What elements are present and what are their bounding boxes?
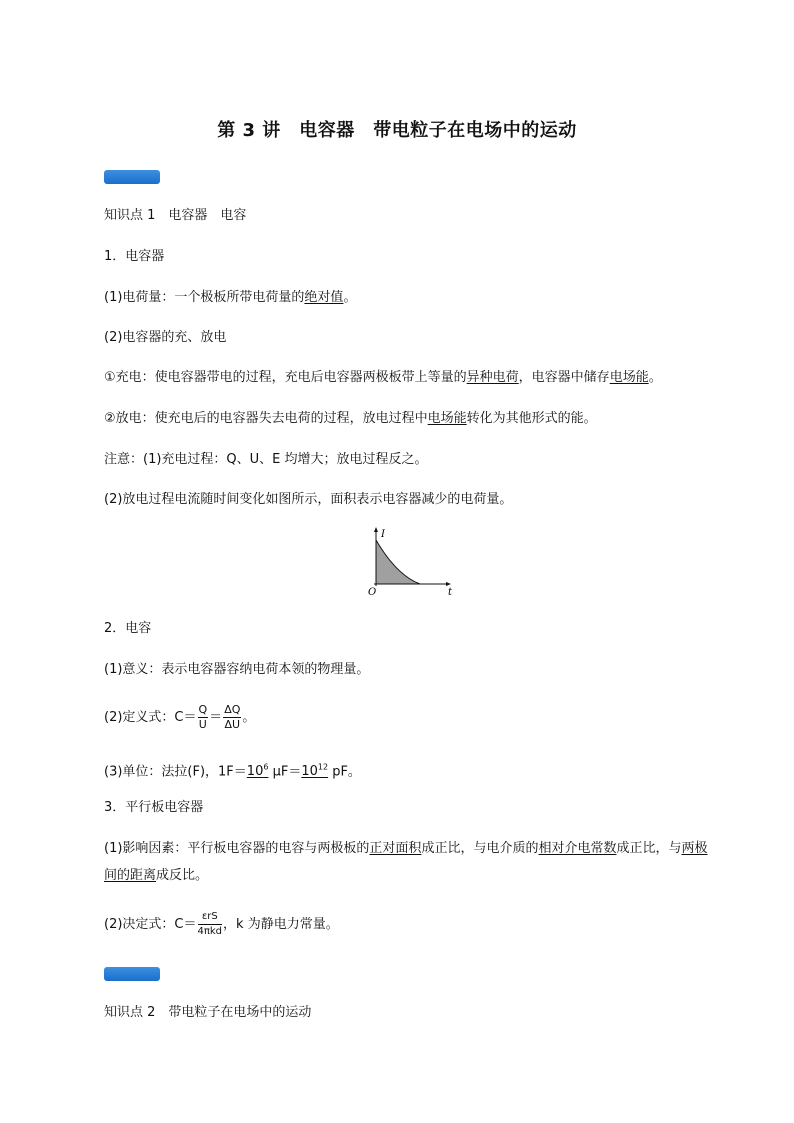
text: 成反比。	[156, 868, 209, 883]
text: μF＝	[268, 764, 302, 780]
underlined-term: 两极间的距离	[104, 841, 708, 883]
paragraph	[104, 288, 356, 308]
text: 。	[343, 290, 357, 305]
text: (3)单位：法拉(F)，1F＝	[104, 764, 247, 780]
underlined-term	[301, 764, 328, 779]
text: pF。	[328, 764, 361, 780]
text: 。	[242, 710, 256, 725]
fraction	[198, 704, 209, 731]
subsection-heading: 2．电容	[104, 621, 152, 636]
section-marker-bar	[104, 170, 160, 184]
paragraph: (1)意义：表示电容器容纳电荷本领的物理量。	[104, 662, 370, 677]
text: 成正比，与	[616, 841, 682, 856]
text: ，电容器中储存	[518, 370, 610, 385]
text: (1)电荷量：一个极板所带电荷量的	[104, 290, 305, 305]
y-axis-arrow	[374, 527, 378, 532]
formula-paragraph	[104, 908, 339, 942]
paragraph	[104, 368, 662, 388]
superscript: 12	[317, 763, 329, 772]
text: 10	[246, 764, 264, 780]
fraction	[198, 911, 223, 938]
subsection-heading: 1．电容器	[104, 249, 165, 264]
discharge-current-graph	[364, 526, 458, 598]
origin-label: O	[368, 587, 377, 598]
y-axis-label: I	[381, 529, 385, 540]
shaded-area	[376, 533, 420, 584]
section-heading: 知识点 2 带电粒子在电场中的运动	[104, 1005, 312, 1020]
underlined-term: 电场能	[427, 411, 467, 426]
underlined-term: 相对介电常数	[538, 841, 617, 856]
text: ②放电：使充电后的电容器失去电荷的过程，放电过程中	[104, 411, 428, 426]
denominator: ΔU	[224, 718, 241, 731]
paragraph: (2)放电过程电流随时间变化如图所示，面积表示电容器减少的电荷量。	[104, 492, 513, 507]
section-marker-bar	[104, 967, 160, 981]
numerator: ΔQ	[224, 703, 241, 716]
text: (1)影响因素：平行板电容器的电容与两极板的	[104, 841, 370, 856]
page-title: 第 3 讲 电容器 带电粒子在电场中的运动	[217, 120, 577, 141]
text: 成正比，与电介质的	[421, 841, 539, 856]
x-axis-label: t	[448, 587, 453, 598]
numerator: εrS	[198, 911, 223, 925]
text: (2)定义式：C＝	[104, 710, 197, 725]
paragraph: 注意：(1)充电过程：Q、U、E 均增大；放电过程反之。	[104, 452, 428, 467]
text: 。	[648, 370, 662, 385]
text: ，k 为静电力常量。	[223, 917, 339, 932]
denominator: U	[198, 718, 207, 731]
paragraph	[104, 835, 716, 889]
text: ①充电：使电容器带电的过程，充电后电容器两极板带上等量的	[104, 370, 467, 385]
text: ＝	[209, 710, 223, 725]
x-axis-arrow	[446, 582, 451, 586]
numerator: Q	[198, 703, 208, 716]
section-heading: 知识点 1 电容器 电容	[104, 208, 247, 223]
text: (2)决定式：C＝	[104, 917, 197, 932]
underlined-term: 电场能	[609, 370, 649, 385]
underlined-term	[247, 764, 269, 779]
fraction	[223, 704, 241, 731]
paragraph	[104, 758, 361, 782]
underlined-term: 绝对值	[304, 290, 344, 305]
superscript: 6	[263, 763, 269, 772]
formula-paragraph	[104, 701, 255, 735]
text: 10	[301, 764, 318, 780]
underlined-term: 正对面积	[369, 841, 422, 856]
text: 转化为其他形式的能。	[466, 411, 597, 426]
subsection-heading: 3．平行板电容器	[104, 800, 204, 815]
paragraph	[104, 409, 597, 429]
underlined-term: 异种电荷	[466, 370, 519, 385]
denominator: 4πkd	[197, 926, 223, 937]
paragraph: (2)电容器的充、放电	[104, 330, 227, 345]
